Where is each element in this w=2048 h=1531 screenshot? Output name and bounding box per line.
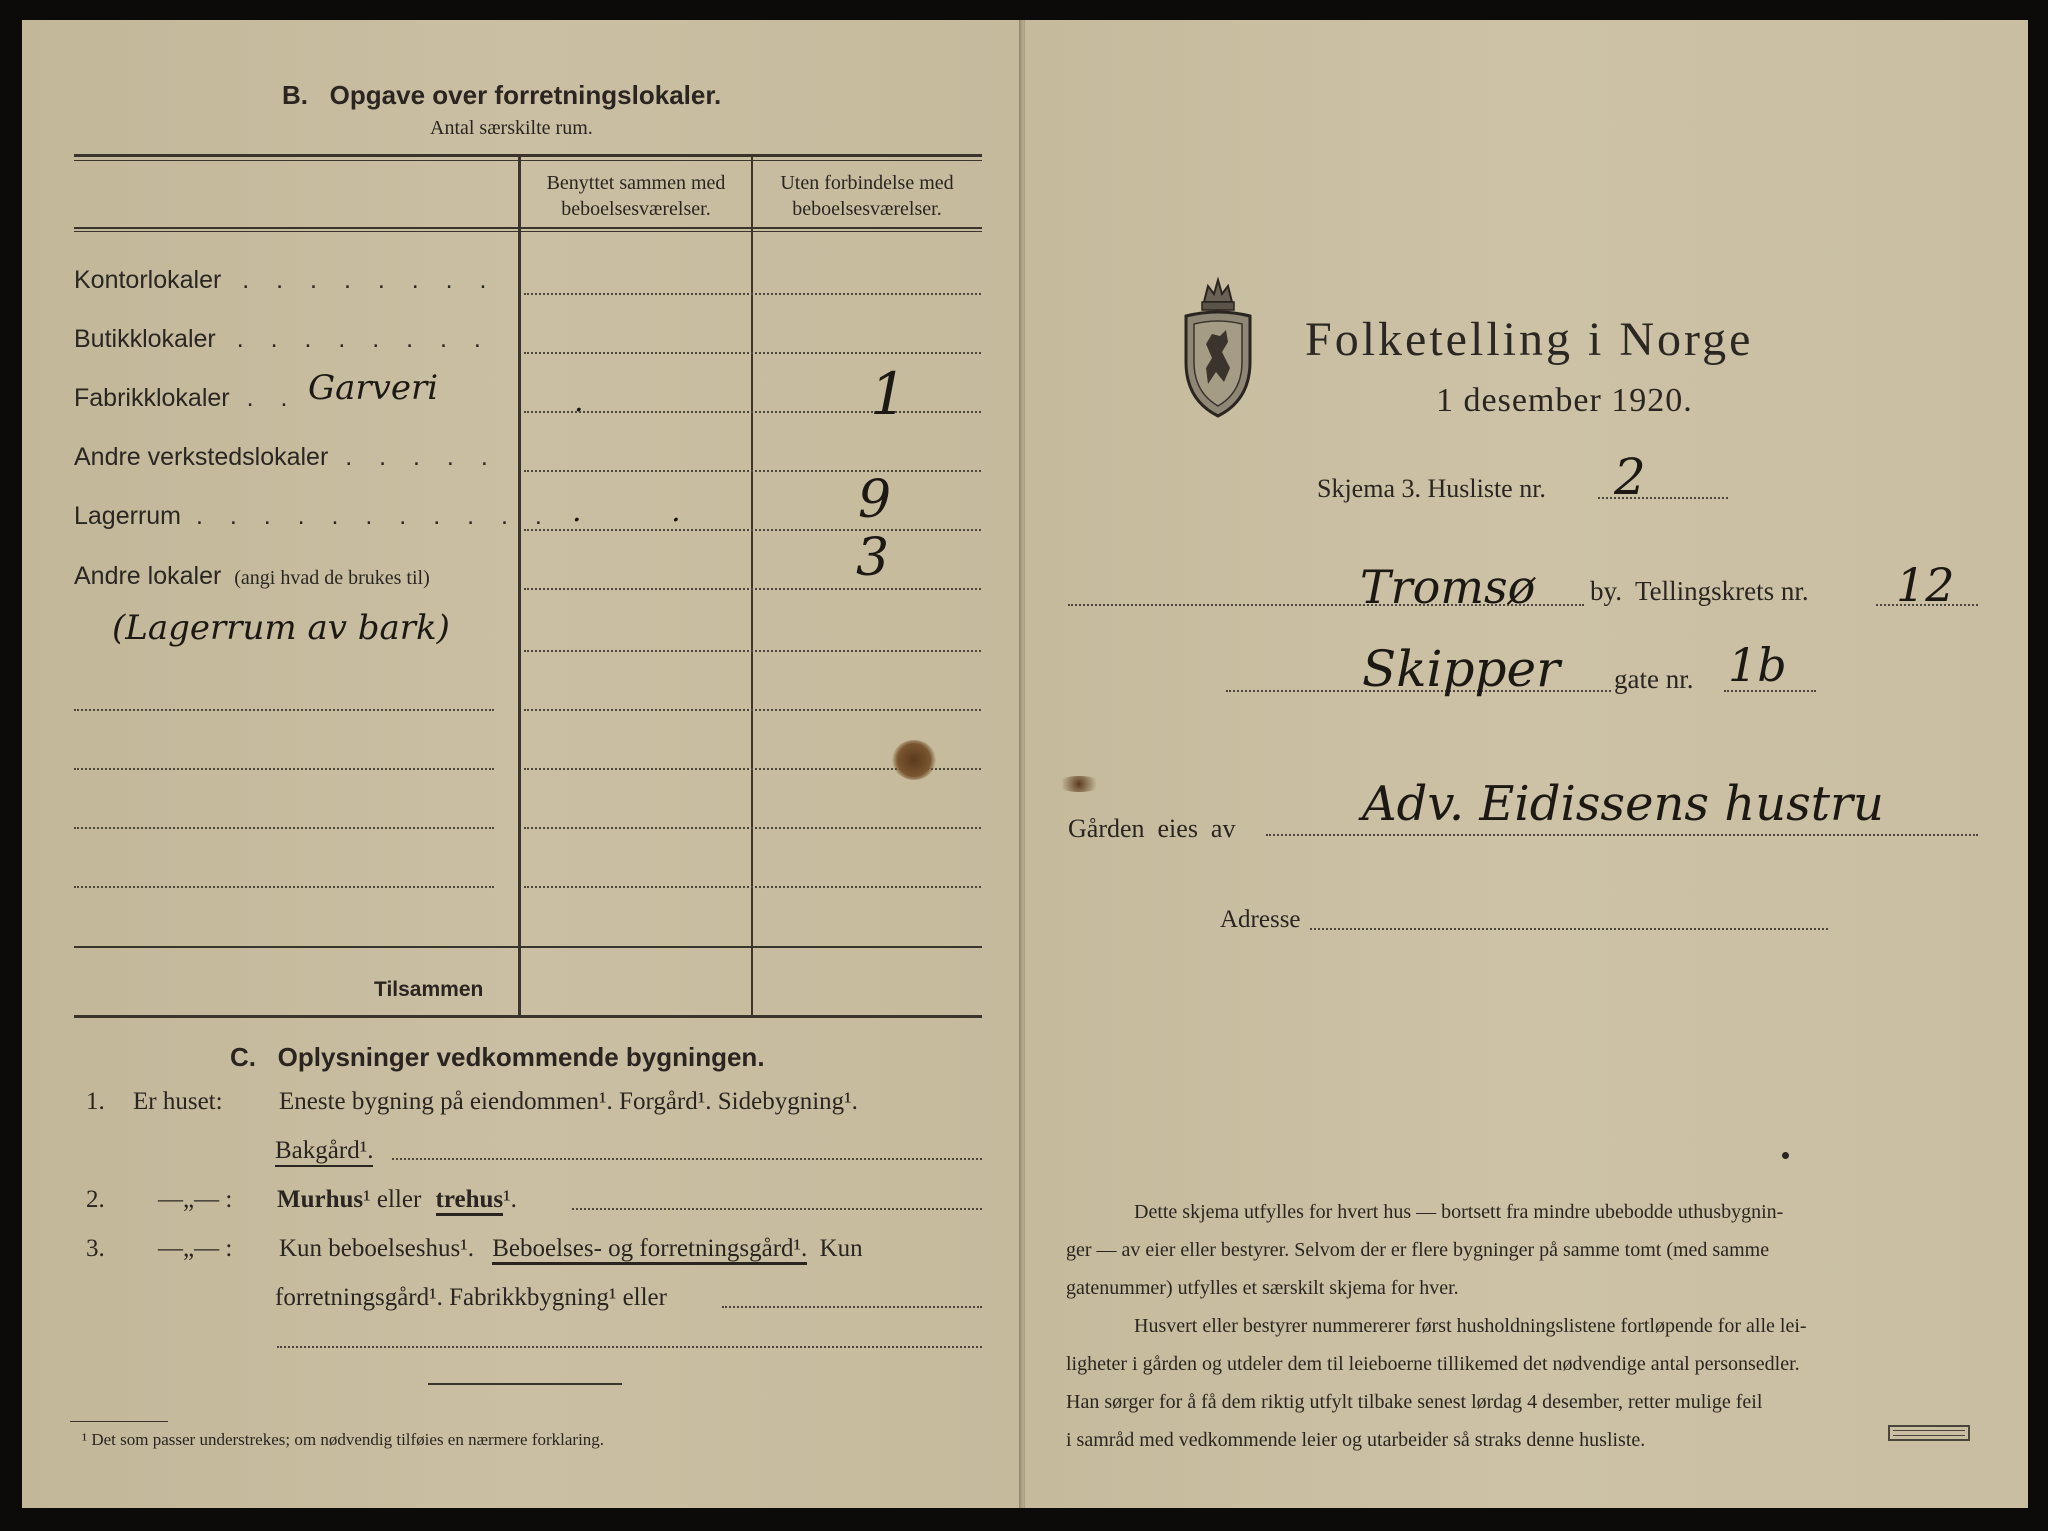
instructions (1066, 1193, 1981, 1459)
schema-label: Skjema 3. Husliste nr. (1317, 474, 1546, 503)
label-rule (74, 768, 494, 770)
cover-date: 1 desember 1920. (1436, 382, 1693, 419)
q2-trehus: trehus (436, 1186, 504, 1216)
table-top-rule (74, 154, 982, 157)
q1-num: 1. (86, 1088, 105, 1115)
cell-rule (524, 470, 981, 472)
section-c-title: C. Oplysninger vedkommende bygningen. (230, 1042, 765, 1072)
row-label-text: Andre verkstedslokaler (74, 443, 329, 471)
address-label: Adresse (1220, 906, 1301, 933)
row-dots: . . . . . (345, 443, 498, 471)
label-rule (74, 709, 494, 711)
table-top-rule-thin (74, 160, 982, 161)
q3-fill-line (722, 1306, 982, 1308)
husliste-nr: 2 (1614, 448, 1646, 506)
printer-stamp-inner (1893, 1430, 1965, 1436)
row-dots: . . . . . . . . (242, 266, 497, 294)
label-rule (74, 886, 494, 888)
q3-kun: Kun (819, 1235, 863, 1262)
q3-fill-line-2 (277, 1346, 982, 1348)
owner-handwritten: Adv. Eidissens hustru (1362, 776, 1884, 832)
col2-header-line1: Uten forbindelse med (780, 172, 954, 194)
row-label-small: (angi hvad de brukes til) (234, 567, 430, 589)
section-b-subtitle: Antal særskilte rum. (430, 117, 593, 139)
handwritten-garveri: Garveri (308, 368, 439, 408)
col1-header (520, 170, 752, 222)
row-label-text: Fabrikklokaler (74, 384, 230, 412)
tellingskrets-nr: 12 (1896, 558, 1955, 612)
col1-header-line2: beboelsesværelser. (561, 198, 711, 220)
cell-fabrikk-col2: 1 (870, 360, 907, 428)
q3-text2: forretningsgård¹. Fabrikkbygning¹ eller (275, 1284, 667, 1311)
coat-of-arms-icon (1178, 272, 1258, 422)
section-end-rule (428, 1383, 622, 1385)
row-label-lagerrum (74, 502, 552, 531)
q2-lead: —„— : (158, 1186, 233, 1213)
row-label-text: Andre lokaler (74, 562, 222, 590)
printer-stamp (1888, 1425, 1970, 1441)
row-label-andre-lokaler (74, 562, 430, 591)
q2-end: ¹. (503, 1186, 517, 1213)
footnote-rule (70, 1421, 168, 1422)
section-b-title: B. Opgave over forretningslokaler. (282, 80, 722, 110)
street-nr: 1b (1728, 638, 1787, 692)
q2-text (277, 1186, 517, 1214)
instructions-line: ger — av eier eller bestyrer. Selvom der er flere bygninger på samme tomt (med samme (1066, 1239, 1770, 1261)
instructions-line: Han sørger for å få dem riktig utfylt tilbake senest lørdag 4 desember, retter mulige feil (1066, 1391, 1763, 1413)
col2-header (753, 170, 981, 222)
row-label-text: Butikklokaler (74, 325, 216, 353)
tellingskrets-fill-line (1876, 604, 1978, 606)
city-handwritten: Tromsø (1360, 560, 1536, 614)
col-divider-2 (751, 157, 753, 1017)
pencil-dot (1782, 1152, 1789, 1159)
row-label-butikklokaler (74, 325, 491, 354)
street-nr-fill-line (1724, 690, 1816, 692)
instructions-line: Dette skjema utfylles for hvert hus — bortsett fra mindre ubebodde uthusbygnin- (1134, 1201, 1784, 1223)
ink-stain (1055, 776, 1103, 792)
q3-lead: —„— : (158, 1235, 233, 1262)
norway-coat-of-arms (1178, 272, 1258, 422)
cell-rule (524, 709, 981, 711)
instructions-line: i samråd med vedkommende leier og utarbeider så straks denne husliste. (1066, 1429, 1646, 1451)
q2-fill-line (572, 1208, 982, 1210)
q2-eller: ¹ eller (363, 1186, 422, 1213)
total-top-rule (74, 946, 982, 948)
cell-rule (524, 352, 981, 354)
q2-num: 2. (86, 1186, 105, 1213)
footnote: ¹ Det som passer understrekes; om nødvendig tilføies en nærmere forklaring. (82, 1430, 605, 1449)
col-divider-1 (518, 157, 521, 1017)
cell-rule (524, 293, 981, 295)
row-label-andre-verksteds (74, 443, 498, 472)
owner-fill-line (1266, 834, 1978, 836)
cell-fabrikk-col1: . (574, 384, 584, 419)
row-label-text: Lagerrum (74, 502, 181, 530)
q2-murhus: Murhus (277, 1186, 364, 1213)
cell-rule (524, 886, 981, 888)
husliste-fill-line (1598, 497, 1728, 499)
handwritten-andre-lokaler: (Lagerrum av bark) (112, 608, 450, 648)
owner-label: Gården eies av (1068, 814, 1236, 843)
header-bottom-rule (74, 227, 982, 229)
total-label: Tilsammen (374, 978, 484, 1001)
instructions-line: gatenummer) utfylles et særskilt skjema for hver. (1066, 1277, 1459, 1299)
instructions-line: ligheter i gården og utdeler dem til leieboerne tillikemed det nødvendige antal personsedler. (1066, 1353, 1800, 1375)
cover-title: Folketelling i Norge (1305, 313, 1754, 366)
row-dots: . . . . . . . . . . . (195, 502, 552, 530)
q3-num: 3. (86, 1235, 105, 1262)
cell-andre-col2: 3 (856, 528, 890, 588)
q3-kun-beboelseshus: Kun beboelseshus¹. (279, 1235, 474, 1262)
ink-stain (892, 740, 936, 780)
row-dots: . . . . . . . . (236, 325, 491, 353)
cell-lagerrum-col1: . . (572, 494, 721, 529)
address-fill-line (1310, 928, 1828, 930)
total-bottom-rule (74, 1015, 982, 1018)
cell-rule (524, 650, 981, 652)
instructions-line: Husvert eller bestyrer nummererer først husholdningslistene fortløpende for alle lei- (1134, 1315, 1807, 1337)
col1-header-line1: Benyttet sammen med (546, 172, 726, 194)
label-rule (74, 827, 494, 829)
street-handwritten: Skipper (1362, 640, 1561, 698)
row-label-kontorlokaler (74, 266, 496, 295)
cell-rule (524, 529, 981, 531)
row-label-fabrikklokaler (74, 384, 297, 413)
row-label-text: Kontorlokaler (74, 266, 222, 294)
q1-text2: Bakgård¹. (275, 1137, 373, 1167)
cell-lagerrum-col2: 9 (858, 470, 892, 530)
q3-text (279, 1235, 863, 1263)
q3-beboelses-og-forretningsgard: Beboelses- og forretningsgård¹. (492, 1235, 807, 1265)
cell-rule (524, 588, 981, 590)
q1-text: Eneste bygning på eiendommen¹. Forgård¹. Sidebygning¹. (279, 1088, 858, 1115)
q1-lead: Er huset: (133, 1088, 223, 1115)
q1-fill-line (392, 1158, 982, 1160)
cell-rule (524, 827, 981, 829)
cell-rule (524, 411, 981, 413)
header-bottom-rule-thin (74, 231, 982, 232)
street-suffix: gate nr. (1614, 664, 1694, 694)
city-suffix: by. Tellingskrets nr. (1590, 576, 1809, 606)
row-dots: . . (246, 384, 298, 412)
col2-header-line2: beboelsesværelser. (792, 198, 942, 220)
